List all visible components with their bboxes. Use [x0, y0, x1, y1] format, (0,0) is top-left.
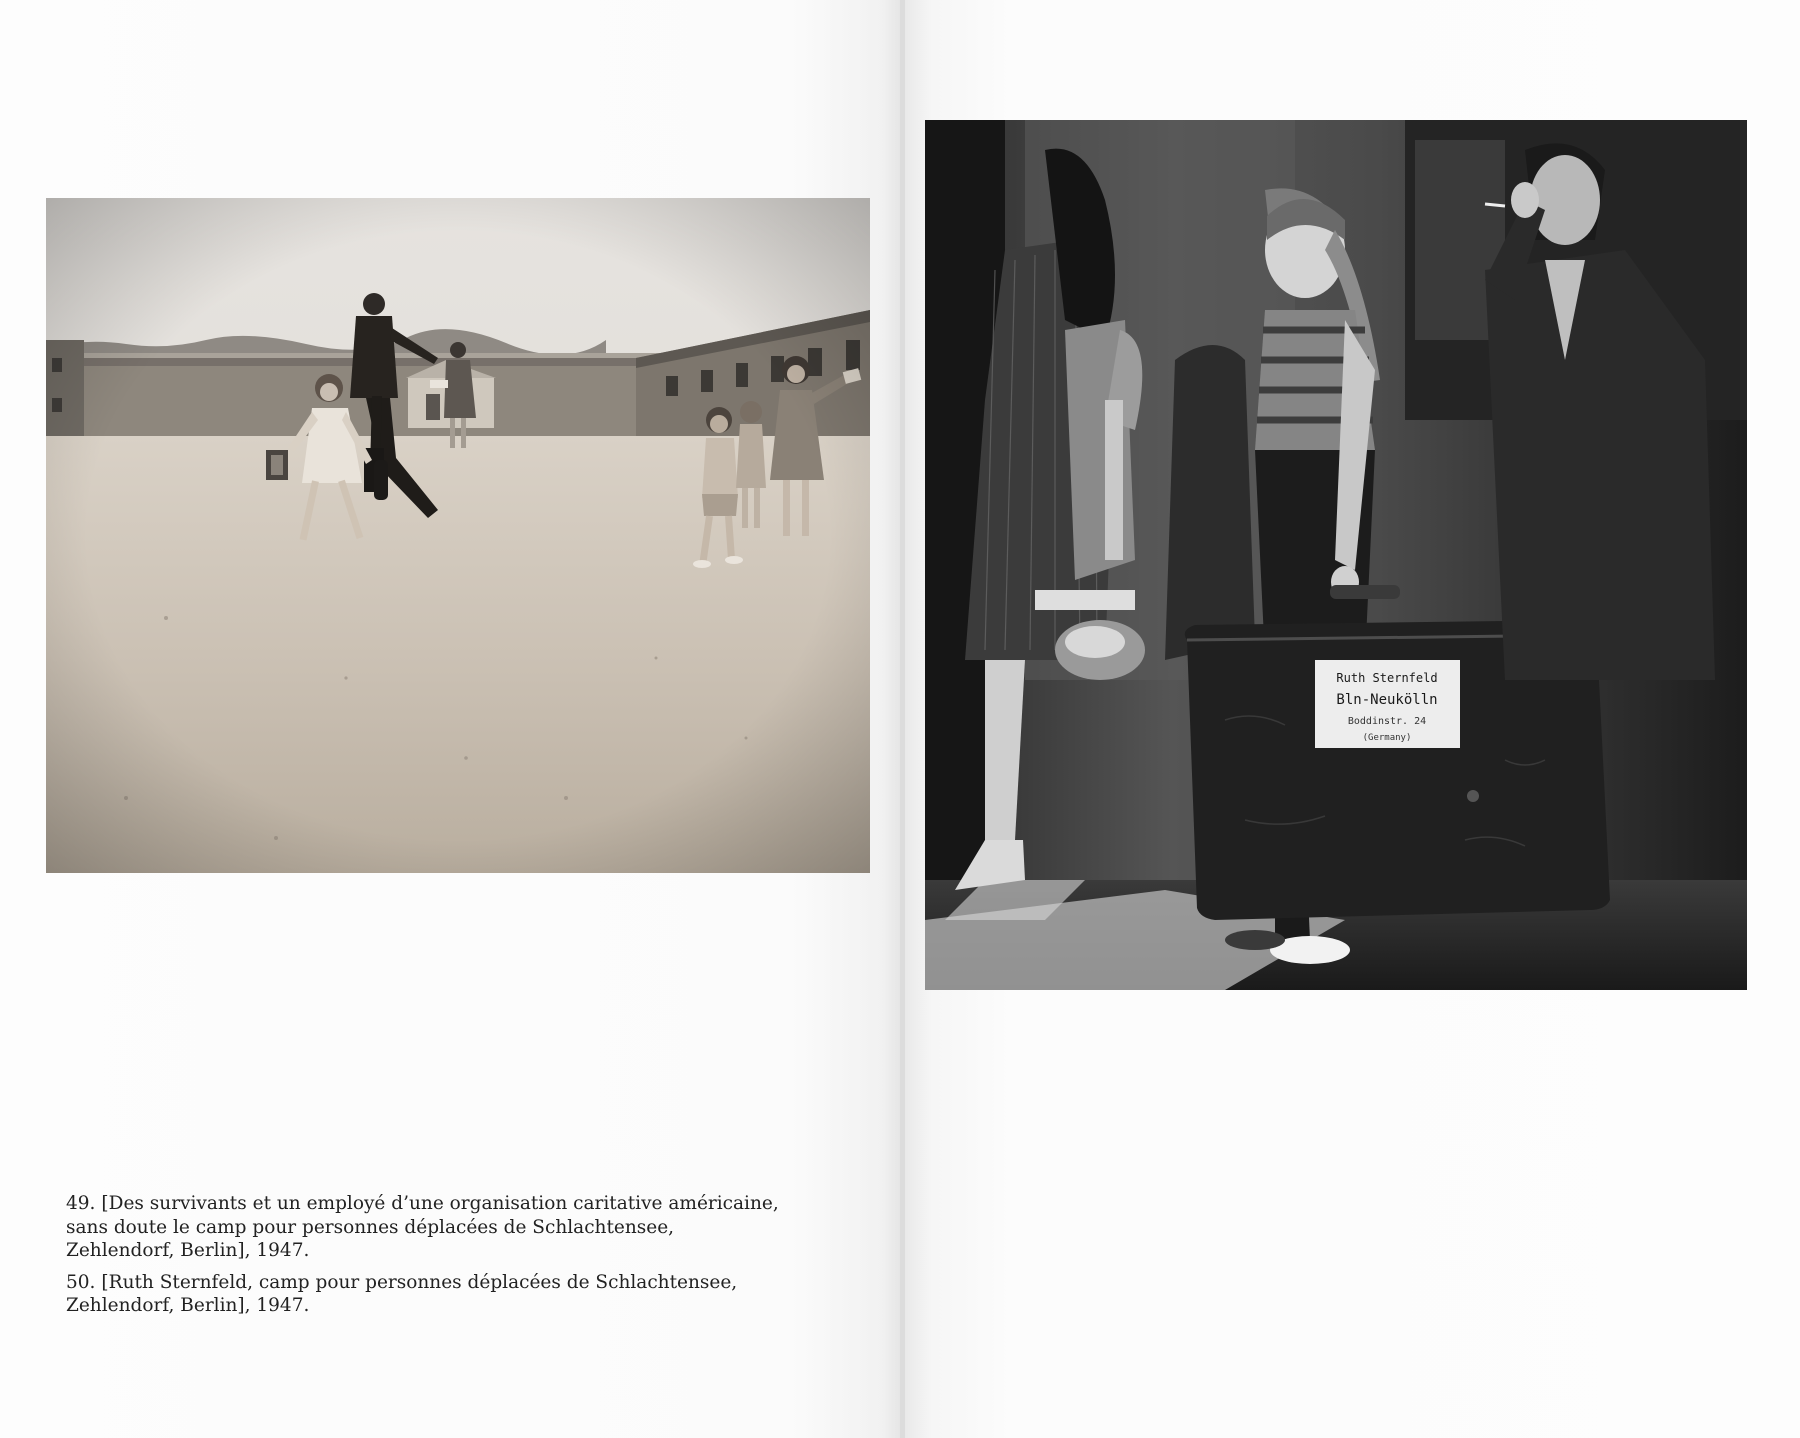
- caption-number: 49.: [66, 1193, 96, 1214]
- caption-number: 50.: [66, 1271, 96, 1293]
- photo-50-ruth-sternfeld: [925, 120, 1747, 990]
- photo-49-children-camp-yard: [46, 198, 870, 873]
- label-line: Bln-Neukölln: [1336, 692, 1438, 708]
- label-line: (Germany): [1362, 733, 1412, 743]
- caption-line: sans doute le camp pour personnes déplacées de Schlachtensee,: [66, 1216, 675, 1238]
- caption-line: [Ruth Sternfeld, camp pour personnes déplacées de Schlachtensee,: [101, 1271, 738, 1293]
- photo-captions: [66, 1192, 866, 1326]
- caption-49: [66, 1192, 866, 1263]
- label-line: Ruth Sternfeld: [1336, 671, 1438, 685]
- caption-line: Zehlendorf, Berlin], 1947.: [66, 1295, 310, 1316]
- caption-line: [Des survivants et un employé d’une organisation caritative américaine,: [101, 1193, 779, 1214]
- caption-line: Zehlendorf, Berlin], 1947.: [66, 1240, 310, 1261]
- label-line: Boddinstr. 24: [1347, 716, 1427, 727]
- caption-50: [66, 1271, 866, 1318]
